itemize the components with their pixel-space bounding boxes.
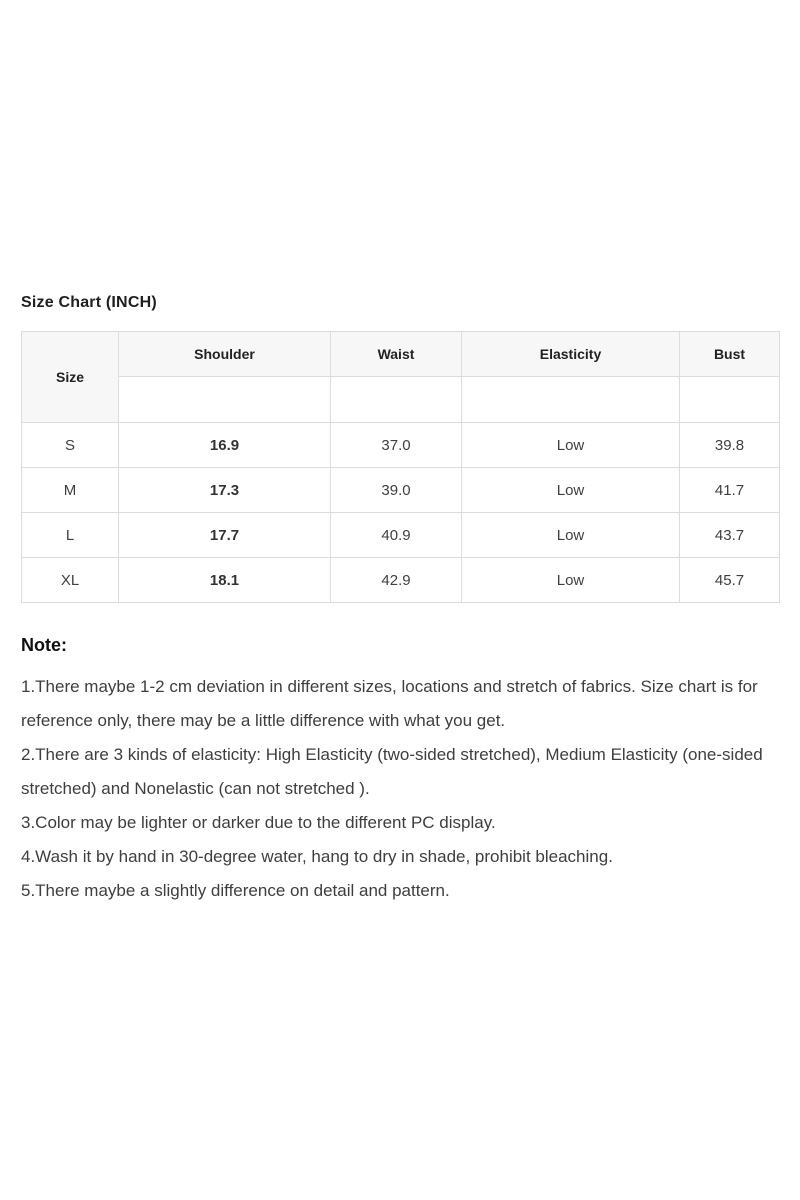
column-header-elasticity: Elasticity	[462, 332, 680, 377]
waist-value: 40.9	[331, 513, 462, 558]
waist-value: 39.0	[331, 468, 462, 513]
empty-subheader-cell	[462, 377, 680, 423]
table-row-m	[22, 468, 780, 513]
table-header-row	[22, 332, 780, 377]
elasticity-value: Low	[462, 423, 680, 468]
bust-value: 43.7	[680, 513, 780, 558]
table-subheader-row	[22, 377, 780, 423]
elasticity-value: Low	[462, 468, 680, 513]
column-header-bust: Bust	[680, 332, 780, 377]
column-header-waist: Waist	[331, 332, 462, 377]
note-item-4: 4.Wash it by hand in 30-degree water, hang to dry in shade, prohibit bleaching.	[21, 847, 613, 866]
page-title: Size Chart (INCH)	[21, 294, 157, 311]
size-chart-table	[21, 331, 780, 603]
empty-subheader-cell	[680, 377, 780, 423]
note-item-2: 2.There are 3 kinds of elasticity: High Elasticity (two-sided stretched), Medium Elasticity (one-sided stretched) and Nonelastic (can not stretched ).	[21, 745, 763, 798]
note-item-5: 5.There maybe a slightly difference on detail and pattern.	[21, 881, 450, 900]
bust-value: 41.7	[680, 468, 780, 513]
elasticity-value: Low	[462, 558, 680, 603]
table-row-xl	[22, 558, 780, 603]
table-row-s	[22, 423, 780, 468]
notes-section	[21, 635, 779, 908]
table-row-l	[22, 513, 780, 558]
waist-value: 37.0	[331, 423, 462, 468]
note-item-3: 3.Color may be lighter or darker due to the different PC display.	[21, 813, 496, 832]
waist-value: 42.9	[331, 558, 462, 603]
shoulder-value: 18.1	[119, 558, 331, 603]
shoulder-value: 17.3	[119, 468, 331, 513]
size-value: XL	[22, 558, 119, 603]
size-value: S	[22, 423, 119, 468]
column-header-size: Size	[22, 332, 119, 423]
notes-heading: Note:	[21, 635, 67, 655]
bust-value: 39.8	[680, 423, 780, 468]
bust-value: 45.7	[680, 558, 780, 603]
shoulder-value: 17.7	[119, 513, 331, 558]
column-header-shoulder: Shoulder	[119, 332, 331, 377]
shoulder-value: 16.9	[119, 423, 331, 468]
empty-subheader-cell	[331, 377, 462, 423]
size-value: M	[22, 468, 119, 513]
note-item-1: 1.There maybe 1-2 cm deviation in different sizes, locations and stretch of fabrics. Size chart is for reference only, there may be a little difference with what you get.	[21, 677, 758, 730]
size-value: L	[22, 513, 119, 558]
empty-subheader-cell	[119, 377, 331, 423]
elasticity-value: Low	[462, 513, 680, 558]
